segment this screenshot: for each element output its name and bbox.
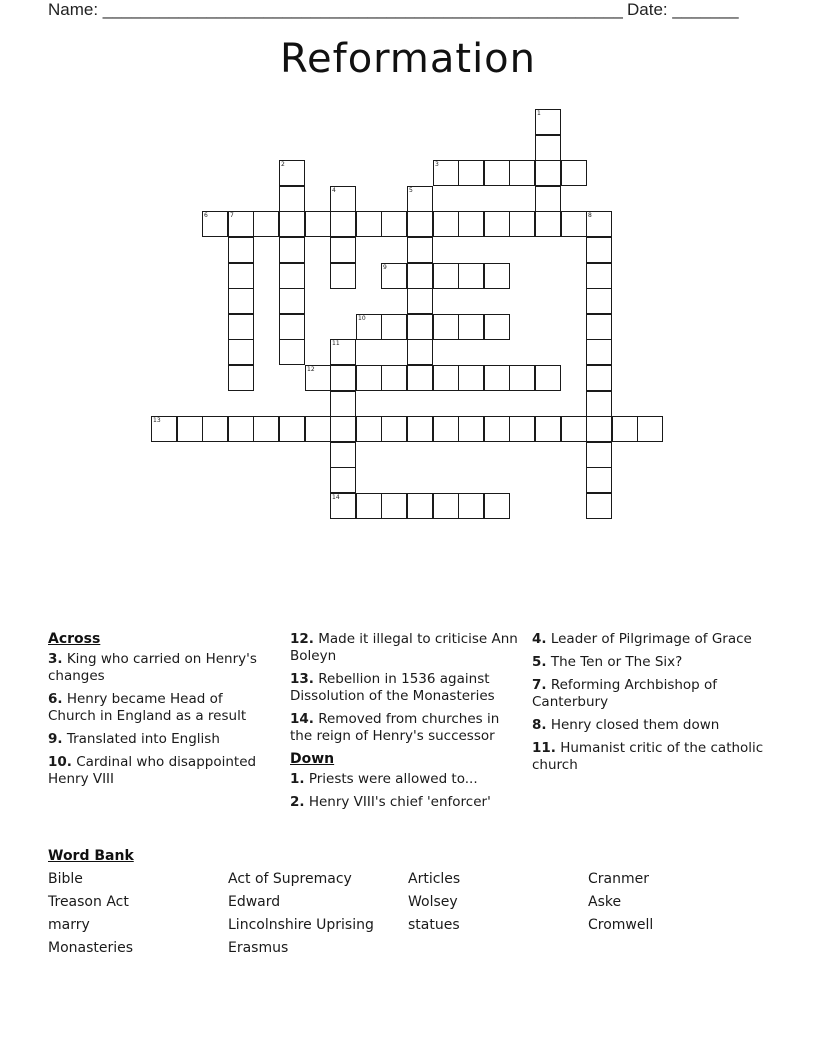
crossword-cell[interactable] (330, 263, 356, 289)
crossword-cell[interactable] (561, 160, 587, 186)
word-bank-heading: Word Bank (48, 848, 134, 864)
crossword-cell[interactable] (458, 160, 484, 186)
crossword-cell[interactable] (407, 237, 433, 263)
crossword-cell[interactable] (279, 288, 305, 314)
clue-number: 5 (409, 187, 413, 194)
crossword-cell[interactable] (253, 416, 279, 442)
crossword-cell[interactable] (228, 365, 254, 391)
crossword-cell[interactable] (535, 160, 561, 186)
crossword-cell[interactable] (330, 391, 356, 417)
across-clue: 3. King who carried on Henry's changes (48, 651, 257, 684)
clue-number: 6 (204, 212, 208, 219)
crossword-cell[interactable] (228, 314, 254, 340)
down-clue: 1. Priests were allowed to... (290, 771, 478, 787)
crossword-cell[interactable] (433, 314, 459, 340)
crossword-cell[interactable] (586, 365, 612, 391)
crossword-cell[interactable] (535, 135, 561, 161)
crossword-cell[interactable] (637, 416, 663, 442)
down-heading: Down (290, 751, 335, 767)
crossword-cell[interactable] (586, 237, 612, 263)
crossword-cell[interactable] (228, 237, 254, 263)
crossword-cell[interactable] (279, 339, 305, 365)
crossword-cell[interactable] (407, 339, 433, 365)
crossword-cell[interactable] (586, 416, 612, 442)
crossword-cell[interactable] (535, 365, 561, 391)
word-bank-item: Cromwell (588, 917, 654, 933)
crossword-cell[interactable] (407, 263, 433, 289)
crossword-cell[interactable] (253, 211, 279, 237)
crossword-cell[interactable] (279, 314, 305, 340)
down-clue: 8. Henry closed them down (532, 717, 720, 733)
word-bank-item: Lincolnshire Uprising (228, 917, 374, 933)
crossword-cell[interactable] (484, 211, 510, 237)
word-bank-item: marry (48, 917, 90, 933)
crossword-cell[interactable] (407, 314, 433, 340)
down-clue: 7. Reforming Archbishop of Canterbury (532, 677, 718, 710)
crossword-cell[interactable] (330, 365, 356, 391)
crossword-cell[interactable] (381, 493, 407, 519)
crossword-cell[interactable] (561, 211, 587, 237)
crossword-cell[interactable] (535, 211, 561, 237)
crossword-cell[interactable] (330, 416, 356, 442)
crossword-cell[interactable] (484, 416, 510, 442)
crossword-cell[interactable] (586, 314, 612, 340)
crossword-cell[interactable] (458, 365, 484, 391)
crossword-cell[interactable] (228, 263, 254, 289)
crossword-cell[interactable] (330, 339, 356, 365)
crossword-cell[interactable] (433, 211, 459, 237)
clue-column-2 (290, 631, 520, 817)
clue-number: 12 (307, 366, 315, 373)
clue-number: 13 (153, 417, 161, 424)
crossword-cell[interactable] (484, 365, 510, 391)
crossword-cell[interactable] (228, 416, 254, 442)
crossword-cell[interactable] (279, 416, 305, 442)
crossword-cell[interactable] (305, 416, 331, 442)
crossword-cell[interactable] (381, 211, 407, 237)
word-bank-item: Treason Act (48, 894, 129, 910)
clue-number: 14 (332, 494, 340, 501)
clue-number: 2 (281, 161, 285, 168)
crossword-cell[interactable] (330, 442, 356, 468)
down-clue: 4. Leader of Pilgrimage of Grace (532, 631, 752, 647)
crossword-cell[interactable] (484, 493, 510, 519)
crossword-cell[interactable] (305, 365, 331, 391)
crossword-cell[interactable] (407, 493, 433, 519)
crossword-cell[interactable] (509, 416, 535, 442)
crossword-cell[interactable] (381, 314, 407, 340)
word-bank-item: Wolsey (408, 894, 458, 910)
crossword-cell[interactable] (458, 493, 484, 519)
crossword-cell[interactable] (356, 211, 382, 237)
clue-number: 1 (537, 110, 541, 117)
date-field: Date: _______ (627, 0, 739, 19)
word-bank-item: Bible (48, 871, 83, 887)
clue-number: 7 (230, 212, 234, 219)
crossword-cell[interactable] (330, 467, 356, 493)
crossword-cell[interactable] (407, 186, 433, 212)
crossword-cell[interactable] (433, 263, 459, 289)
crossword-cell[interactable] (509, 160, 535, 186)
across-clue: 13. Rebellion in 1536 against Dissolution of the Monasteries (290, 671, 495, 704)
crossword-cell[interactable] (356, 493, 382, 519)
crossword-cell[interactable] (279, 160, 305, 186)
crossword-cell[interactable] (330, 211, 356, 237)
crossword-cell[interactable] (535, 416, 561, 442)
crossword-cell[interactable] (279, 237, 305, 263)
crossword-cell[interactable] (279, 186, 305, 212)
crossword-cell[interactable] (381, 416, 407, 442)
clue-number: 3 (435, 161, 439, 168)
crossword-cell[interactable] (202, 211, 228, 237)
crossword-cell[interactable] (381, 263, 407, 289)
crossword-cell[interactable] (228, 211, 254, 237)
crossword-cell[interactable] (330, 493, 356, 519)
across-clue: 9. Translated into English (48, 731, 220, 747)
across-heading: Across (48, 631, 101, 647)
crossword-cell[interactable] (356, 416, 382, 442)
crossword-cell[interactable] (586, 339, 612, 365)
crossword-cell[interactable] (612, 416, 638, 442)
crossword-cell[interactable] (484, 263, 510, 289)
crossword-cell[interactable] (458, 211, 484, 237)
crossword-cell[interactable] (586, 211, 612, 237)
down-clue: 11. Humanist critic of the catholic church (532, 740, 764, 773)
clue-number: 4 (332, 187, 336, 194)
clue-column-1 (48, 631, 270, 794)
down-clue: 2. Henry VIII's chief 'enforcer' (290, 794, 491, 810)
word-bank-item: Act of Supremacy (228, 871, 352, 887)
crossword-cell[interactable] (458, 314, 484, 340)
word-bank-item: Monasteries (48, 940, 134, 956)
crossword-cell[interactable] (356, 365, 382, 391)
crossword-cell[interactable] (279, 211, 305, 237)
crossword-cell[interactable] (586, 467, 612, 493)
crossword-cell[interactable] (433, 365, 459, 391)
across-clue: 10. Cardinal who disappointed Henry VIII (48, 754, 257, 787)
crossword-cell[interactable] (484, 314, 510, 340)
crossword-cell[interactable] (586, 442, 612, 468)
crossword-cell[interactable] (228, 288, 254, 314)
crossword-cell[interactable] (151, 416, 177, 442)
across-clue: 14. Removed from churches in the reign of Henry's successor (290, 711, 500, 744)
crossword-cell[interactable] (356, 314, 382, 340)
across-clue: 6. Henry became Head of Church in England as a result (48, 691, 247, 724)
crossword-cell[interactable] (586, 263, 612, 289)
crossword-cell[interactable] (586, 391, 612, 417)
crossword-cell[interactable] (177, 416, 203, 442)
across-clue: 12. Made it illegal to criticise Ann Boleyn (290, 631, 518, 664)
word-bank-item: Cranmer (588, 871, 649, 887)
clue-number: 10 (358, 315, 366, 322)
crossword-cell[interactable] (381, 365, 407, 391)
crossword-cell[interactable] (458, 263, 484, 289)
crossword-cell[interactable] (407, 211, 433, 237)
clue-number: 8 (588, 212, 592, 219)
name-field: Name: _______________________________________________________ (48, 0, 623, 19)
crossword-cell[interactable] (458, 416, 484, 442)
crossword-cell[interactable] (330, 237, 356, 263)
crossword-cell[interactable] (305, 211, 331, 237)
clue-number: 11 (332, 340, 340, 347)
crossword-cell[interactable] (586, 288, 612, 314)
word-bank-item: Articles (408, 871, 461, 887)
crossword-cell[interactable] (279, 263, 305, 289)
word-bank-item: Erasmus (228, 940, 289, 956)
crossword-cell[interactable] (407, 288, 433, 314)
crossword-cell[interactable] (228, 339, 254, 365)
word-bank-item: Aske (588, 894, 622, 910)
crossword-cell[interactable] (509, 365, 535, 391)
crossword-cell[interactable] (433, 160, 459, 186)
crossword-cell[interactable] (202, 416, 228, 442)
crossword-cell[interactable] (407, 365, 433, 391)
crossword-cell[interactable] (330, 186, 356, 212)
crossword-cell[interactable] (586, 493, 612, 519)
crossword-cell[interactable] (561, 416, 587, 442)
crossword-cell[interactable] (407, 416, 433, 442)
clue-column-3 (532, 631, 772, 780)
crossword-cell[interactable] (509, 211, 535, 237)
word-bank-item: statues (408, 917, 460, 933)
crossword-cell[interactable] (535, 186, 561, 212)
crossword-cell[interactable] (433, 493, 459, 519)
crossword-cell[interactable] (535, 109, 561, 135)
page-title: Reformation (280, 36, 536, 82)
clue-number: 9 (383, 264, 387, 271)
down-clue: 5. The Ten or The Six? (532, 654, 683, 670)
word-bank-item: Edward (228, 894, 281, 910)
crossword-cell[interactable] (433, 416, 459, 442)
crossword-cell[interactable] (484, 160, 510, 186)
